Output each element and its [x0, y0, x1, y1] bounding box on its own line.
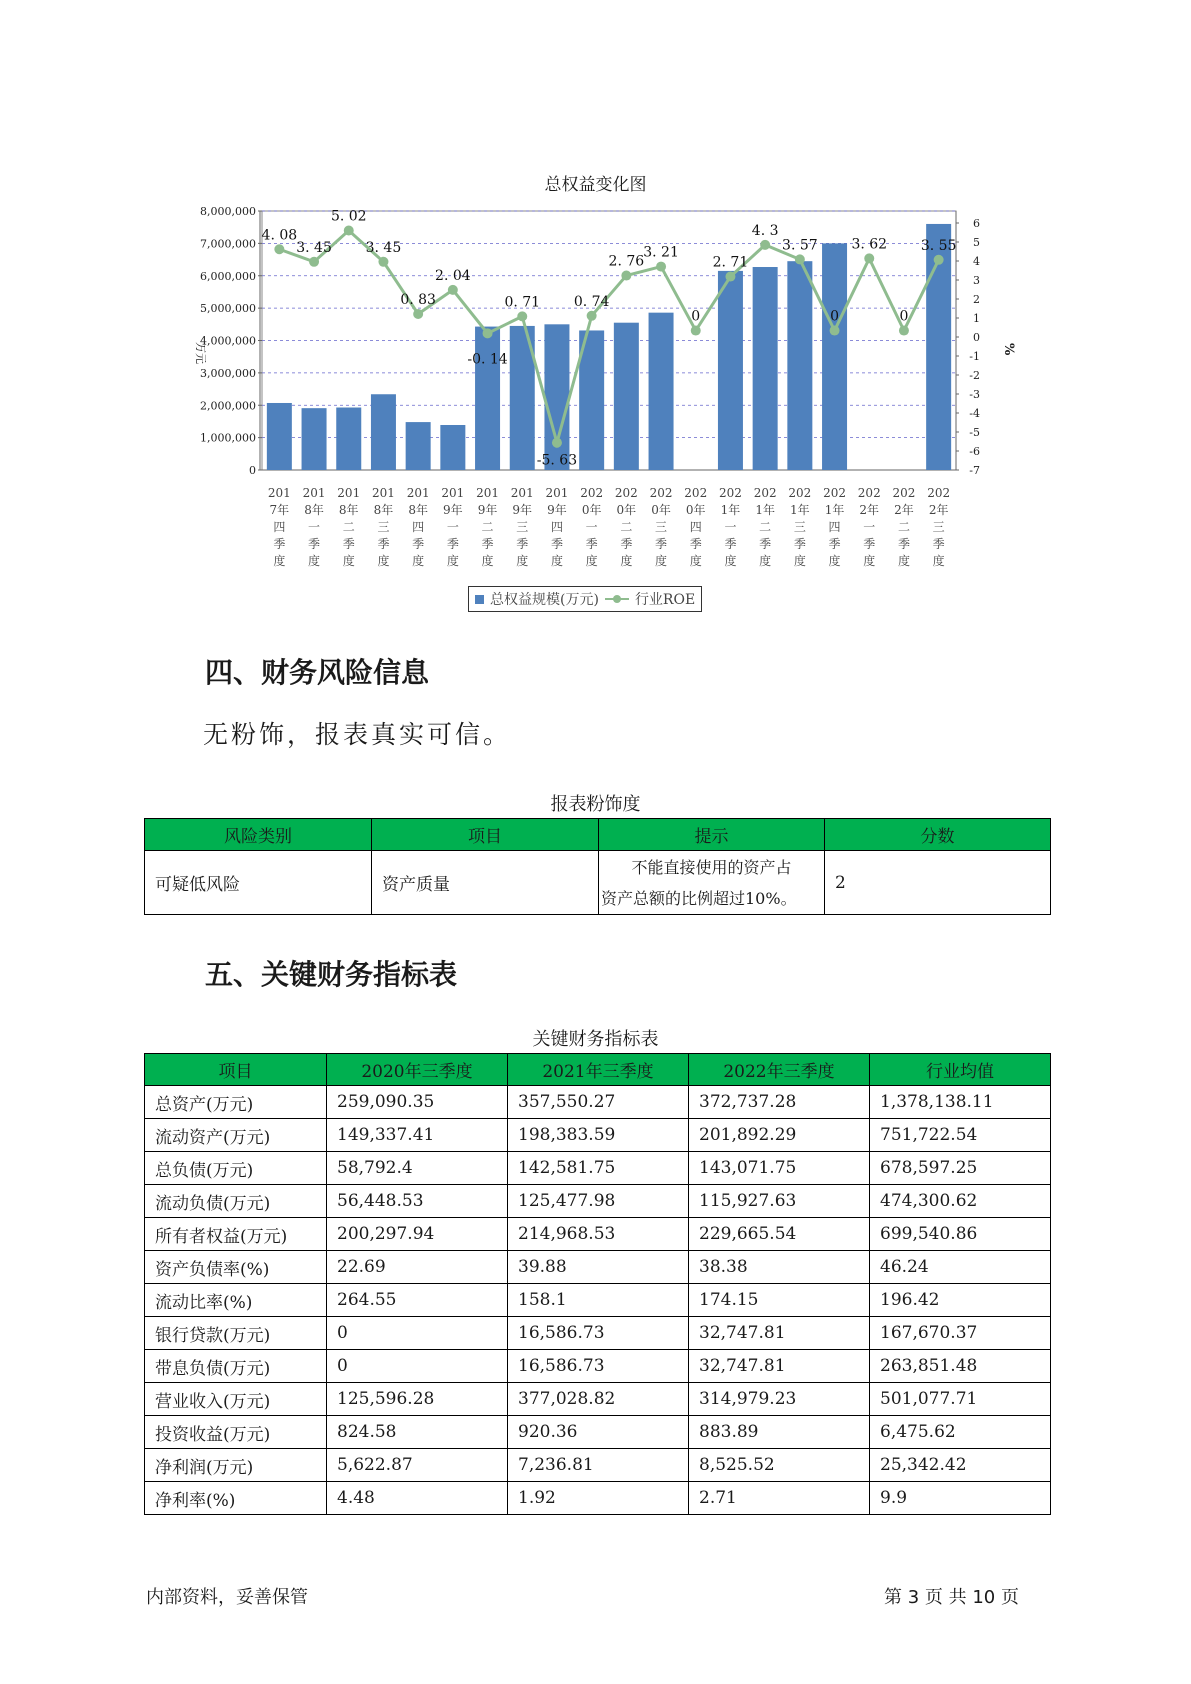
x-tick-label: 度 [585, 554, 598, 568]
x-tick-label: 度 [273, 554, 286, 568]
x-tick-label: 度 [828, 554, 841, 568]
risk-table-caption: 报表粉饰度 [550, 794, 641, 815]
left-tick-label: 7,000,000 [200, 237, 256, 251]
roe-point [517, 311, 527, 321]
x-tick-label: 1年 [824, 503, 845, 517]
roe-data-label: 5. 02 [330, 208, 367, 225]
kpi-cell: 25,342.42 [870, 1449, 1051, 1482]
left-tick-label: 2,000,000 [200, 399, 256, 413]
kpi-cell: 699,540.86 [870, 1218, 1051, 1251]
roe-point [378, 257, 388, 267]
kpi-cell: 198,383.59 [508, 1119, 689, 1152]
x-tick-label: 度 [932, 554, 945, 568]
roe-point [830, 326, 840, 336]
kpi-header-item: 项目 [145, 1054, 327, 1086]
kpi-cell: 0 [327, 1317, 508, 1350]
x-tick-label: 1年 [720, 503, 741, 517]
x-tick-label: 201 [545, 486, 569, 500]
risk-header-score: 分数 [825, 819, 1051, 851]
equity-bar [822, 243, 847, 470]
x-tick-label: 度 [863, 554, 876, 568]
x-tick-label: 7年 [269, 503, 290, 517]
right-axis-unit: % [1001, 343, 1016, 356]
kpi-cell: 16,586.73 [508, 1350, 689, 1383]
x-tick-label: 一 [724, 520, 737, 534]
x-tick-label: 季 [550, 537, 563, 551]
x-tick-label: 一 [446, 520, 459, 534]
roe-data-label: 3. 21 [643, 244, 679, 261]
kpi-cell: 46.24 [870, 1251, 1051, 1284]
footer-page-number: 第 3 页 共 10 页 [884, 1587, 1019, 1608]
x-tick-label: 季 [724, 537, 737, 551]
roe-data-label: 0. 83 [400, 292, 436, 309]
table-row [145, 1284, 1051, 1317]
table-row [145, 1185, 1051, 1218]
x-tick-label: 度 [897, 554, 910, 568]
chart-legend [468, 586, 702, 612]
x-tick-label: 季 [273, 537, 286, 551]
roe-data-label: 0 [899, 308, 909, 325]
x-tick-label: 季 [620, 537, 633, 551]
x-tick-label: 202 [857, 486, 881, 500]
legend-bar-swatch [475, 595, 484, 604]
kpi-header-industry-avg: 行业均值 [870, 1054, 1051, 1086]
x-tick-label: 季 [828, 537, 841, 551]
kpi-table-body [145, 1086, 1051, 1515]
kpi-cell: 9.9 [870, 1482, 1051, 1515]
x-tick-label: 202 [753, 486, 777, 500]
x-tick-label: 度 [412, 554, 425, 568]
kpi-cell: 56,448.53 [327, 1185, 508, 1218]
roe-point [725, 272, 735, 282]
roe-point [483, 328, 493, 338]
equity-bar [371, 394, 396, 470]
x-tick-label: 季 [516, 537, 529, 551]
kpi-cell: 474,300.62 [870, 1185, 1051, 1218]
x-tick-label: 0年 [685, 503, 706, 517]
x-tick-label: 二 [759, 520, 772, 534]
right-tick-label: 6 [973, 217, 980, 230]
roe-data-label: 4. 08 [261, 227, 298, 244]
kpi-cell: 58,792.4 [327, 1152, 508, 1185]
x-tick-label: 度 [446, 554, 459, 568]
right-tick-label: 1 [973, 312, 980, 325]
kpi-row-label: 总负债(万元) [145, 1152, 327, 1185]
kpi-cell: 167,670.37 [870, 1317, 1051, 1350]
risk-header-category: 风险类别 [145, 819, 372, 851]
roe-point [691, 326, 701, 336]
kpi-cell: 314,979.23 [689, 1383, 870, 1416]
x-tick-label: 202 [649, 486, 673, 500]
right-tick-label: 2 [973, 293, 980, 306]
x-tick-label: 0年 [616, 503, 637, 517]
x-tick-label: 201 [510, 486, 534, 500]
kpi-table-header [145, 1054, 1051, 1086]
left-tick-label: 8,000,000 [200, 205, 256, 218]
kpi-row-label: 资产负债率(%) [145, 1251, 327, 1284]
legend-line-label: 行业ROE [634, 592, 696, 608]
kpi-cell: 8,525.52 [689, 1449, 870, 1482]
kpi-header-2020q3: 2020年三季度 [327, 1054, 508, 1086]
x-tick-label: 季 [932, 537, 945, 551]
risk-tip-line2: 资产总额的比例超过10%。 [601, 888, 797, 908]
kpi-cell: 883.89 [689, 1416, 870, 1449]
kpi-cell: 149,337.41 [327, 1119, 508, 1152]
kpi-row-label: 所有者权益(万元) [145, 1218, 327, 1251]
equity-bar [336, 408, 361, 470]
x-tick-label: 202 [718, 486, 742, 500]
roe-data-label: 0 [830, 308, 840, 325]
kpi-cell: 201,892.29 [689, 1119, 870, 1152]
x-tick-label: 1年 [790, 503, 810, 517]
x-tick-label: 度 [793, 554, 806, 568]
kpi-cell: 32,747.81 [689, 1317, 870, 1350]
kpi-cell: 372,737.28 [689, 1086, 870, 1119]
kpi-cell: 1,378,138.11 [870, 1086, 1051, 1119]
table-row [145, 1251, 1051, 1284]
kpi-cell: 229,665.54 [689, 1218, 870, 1251]
kpi-cell: 200,297.94 [327, 1218, 508, 1251]
equity-bar [787, 261, 812, 470]
x-tick-label: 度 [724, 554, 737, 568]
table-row [145, 1482, 1051, 1515]
equity-chart [0, 0, 1191, 600]
equity-bar [406, 422, 431, 470]
footer-confidential: 内部资料，妥善保管 [146, 1587, 308, 1608]
x-tick-label: 度 [516, 554, 529, 568]
roe-data-label: 0 [691, 308, 701, 325]
x-tick-label: 202 [892, 486, 916, 500]
right-tick-label: 4 [973, 255, 980, 268]
risk-table-row [145, 851, 1051, 915]
kpi-cell: 6,475.62 [870, 1416, 1051, 1449]
x-tick-label: 8年 [338, 503, 359, 517]
equity-bar [614, 323, 639, 470]
x-tick-label: 季 [759, 537, 772, 551]
x-tick-label: 202 [614, 486, 638, 500]
x-tick-label: 三 [655, 520, 668, 534]
table-row [145, 1086, 1051, 1119]
kpi-row-label: 带息负债(万元) [145, 1350, 327, 1383]
right-tick-label: -4 [969, 407, 980, 420]
x-tick-label: 度 [689, 554, 702, 568]
x-tick-label: 三 [377, 520, 390, 534]
roe-point [309, 257, 319, 267]
x-tick-label: 三 [516, 520, 529, 534]
right-tick-label: -1 [969, 350, 980, 363]
kpi-cell: 1.92 [508, 1482, 689, 1515]
section4-text: 无粉饰，报表真实可信。 [203, 720, 512, 749]
kpi-cell: 2.71 [689, 1482, 870, 1515]
section4-heading: 四、财务风险信息 [205, 656, 430, 689]
equity-bar [718, 271, 743, 470]
roe-point [899, 326, 909, 336]
kpi-cell: 501,077.71 [870, 1383, 1051, 1416]
x-tick-label: 9年 [443, 503, 463, 517]
x-tick-label: 季 [585, 537, 598, 551]
equity-bar [440, 425, 465, 470]
roe-point [344, 226, 354, 236]
x-tick-label: 度 [308, 554, 321, 568]
x-tick-label: 度 [759, 554, 772, 568]
risk-tip-line1: 不能直接使用的资产占 [631, 857, 792, 877]
kpi-cell: 39.88 [508, 1251, 689, 1284]
kpi-cell: 214,968.53 [508, 1218, 689, 1251]
x-tick-label: 季 [446, 537, 459, 551]
x-tick-label: 二 [897, 520, 910, 534]
risk-category: 可疑低风险 [145, 851, 372, 915]
risk-score: 2 [825, 851, 1051, 915]
kpi-row-label: 投资收益(万元) [145, 1416, 327, 1449]
equity-bar [649, 313, 674, 470]
x-tick-label: 季 [793, 537, 806, 551]
kpi-cell: 158.1 [508, 1284, 689, 1317]
x-tick-label: 一 [863, 520, 876, 534]
x-tick-label: 8年 [408, 503, 428, 517]
roe-data-label: 2. 71 [712, 254, 749, 271]
roe-point [760, 240, 770, 250]
roe-data-label: 0. 74 [573, 293, 610, 310]
right-tick-label: 3 [973, 274, 980, 287]
kpi-header-2022q3: 2022年三季度 [689, 1054, 870, 1086]
x-tick-label: 度 [481, 554, 494, 568]
equity-bar [475, 327, 500, 470]
roe-point [864, 253, 874, 263]
equity-bar [753, 267, 778, 470]
x-tick-label: 三 [793, 520, 806, 534]
x-tick-label: 二 [481, 520, 494, 534]
x-tick-label: 季 [308, 537, 321, 551]
left-axis-unit: 万元 [194, 342, 207, 364]
kpi-cell: 196.42 [870, 1284, 1051, 1317]
x-tick-label: 201 [476, 486, 500, 500]
kpi-row-label: 净利润(万元) [145, 1449, 327, 1482]
x-tick-label: 度 [377, 554, 390, 568]
x-tick-label: 季 [377, 537, 390, 551]
roe-data-label: 3. 57 [782, 237, 818, 254]
x-tick-label: 2年 [894, 503, 914, 517]
left-tick-label: 3,000,000 [200, 366, 256, 380]
roe-data-label: 3. 55 [920, 237, 957, 254]
roe-point [934, 255, 944, 265]
kpi-cell: 174.15 [689, 1284, 870, 1317]
kpi-cell: 38.38 [689, 1251, 870, 1284]
kpi-cell: 259,090.35 [327, 1086, 508, 1119]
left-tick-label: 4,000,000 [200, 334, 256, 348]
x-tick-label: 0年 [651, 503, 671, 517]
x-tick-label: 四 [273, 520, 286, 534]
x-tick-label: 9年 [477, 503, 498, 517]
left-tick-label: 1,000,000 [200, 431, 256, 445]
right-tick-label: -2 [969, 369, 980, 382]
kpi-table-caption: 关键财务指标表 [532, 1029, 659, 1050]
x-tick-label: 202 [788, 486, 812, 500]
x-tick-label: 8年 [373, 503, 394, 517]
x-tick-label: 202 [823, 486, 847, 500]
legend-bars-label: 总权益规模(万元) [490, 592, 599, 608]
roe-data-label: 2. 76 [608, 253, 645, 270]
kpi-row-label: 净利率(%) [145, 1482, 327, 1515]
kpi-cell: 920.36 [508, 1416, 689, 1449]
risk-header-tip: 提示 [599, 819, 825, 851]
kpi-row-label: 流动负债(万元) [145, 1185, 327, 1218]
kpi-cell: 16,586.73 [508, 1317, 689, 1350]
x-tick-label: 度 [550, 554, 563, 568]
x-tick-label: 0年 [581, 503, 602, 517]
x-tick-label: 一 [585, 520, 598, 534]
section5-heading: 五、关键财务指标表 [205, 958, 458, 991]
kpi-cell: 125,477.98 [508, 1185, 689, 1218]
x-tick-label: 季 [897, 537, 910, 551]
chart-title: 总权益变化图 [544, 175, 647, 195]
roe-point [552, 438, 562, 448]
risk-table [144, 818, 1051, 915]
roe-point [587, 311, 597, 321]
kpi-cell: 5,622.87 [327, 1449, 508, 1482]
right-tick-label: 0 [973, 331, 980, 344]
x-tick-label: 四 [412, 520, 425, 534]
kpi-cell: 115,927.63 [689, 1185, 870, 1218]
kpi-cell: 264.55 [327, 1284, 508, 1317]
left-tick-label: 5,000,000 [200, 302, 256, 316]
kpi-cell: 263,851.48 [870, 1350, 1051, 1383]
roe-point [413, 309, 423, 319]
x-tick-label: 2年 [928, 503, 949, 517]
table-row [145, 1152, 1051, 1185]
risk-table-header [145, 819, 1051, 851]
roe-data-label: 3. 45 [296, 239, 332, 256]
x-tick-label: 9年 [547, 503, 567, 517]
kpi-cell: 4.48 [327, 1482, 508, 1515]
left-tick-label: 0 [249, 464, 256, 477]
x-tick-label: 季 [863, 537, 876, 551]
right-tick-label: -5 [969, 426, 980, 439]
x-tick-label: 2年 [859, 503, 880, 517]
left-tick-label: 6,000,000 [200, 269, 256, 283]
kpi-header-2021q3: 2021年三季度 [508, 1054, 689, 1086]
x-tick-label: 201 [302, 486, 326, 500]
equity-bar [302, 408, 327, 470]
risk-header-item: 项目 [372, 819, 599, 851]
x-tick-label: 201 [406, 486, 430, 500]
roe-data-label: -5. 63 [536, 452, 578, 469]
kpi-cell: 142,581.75 [508, 1152, 689, 1185]
roe-data-label: 3. 62 [851, 236, 888, 253]
right-tick-label: 5 [973, 236, 980, 249]
x-tick-label: 二 [342, 520, 355, 534]
x-tick-label: 度 [342, 554, 355, 568]
x-tick-label: 202 [580, 486, 604, 500]
x-tick-label: 一 [308, 520, 321, 534]
kpi-row-label: 营业收入(万元) [145, 1383, 327, 1416]
x-tick-label: 202 [684, 486, 708, 500]
table-row [145, 1218, 1051, 1251]
x-tick-label: 二 [620, 520, 633, 534]
table-row [145, 1119, 1051, 1152]
roe-data-label: 3. 45 [365, 239, 402, 256]
roe-point [621, 271, 631, 281]
roe-point [448, 285, 458, 295]
kpi-row-label: 总资产(万元) [145, 1086, 327, 1119]
kpi-cell: 0 [327, 1350, 508, 1383]
kpi-cell: 357,550.27 [508, 1086, 689, 1119]
table-row [145, 1350, 1051, 1383]
x-tick-label: 201 [441, 486, 465, 500]
right-tick-label: -3 [969, 388, 980, 401]
table-row [145, 1449, 1051, 1482]
equity-bar [267, 403, 292, 470]
right-tick-label: -7 [969, 464, 980, 477]
x-tick-label: 201 [337, 486, 361, 500]
kpi-row-label: 银行贷款(万元) [145, 1317, 327, 1350]
kpi-row-label: 流动资产(万元) [145, 1119, 327, 1152]
roe-data-label: -0. 14 [467, 351, 508, 368]
x-tick-label: 三 [932, 520, 945, 534]
roe-point [795, 254, 805, 264]
x-tick-label: 201 [371, 486, 395, 500]
x-tick-label: 9年 [512, 503, 533, 517]
kpi-cell: 22.69 [327, 1251, 508, 1284]
x-tick-label: 202 [927, 486, 951, 500]
table-row [145, 1416, 1051, 1449]
x-tick-label: 1年 [755, 503, 775, 517]
roe-data-label: 2. 04 [435, 267, 471, 284]
legend-line-swatch [605, 594, 629, 604]
x-tick-label: 四 [550, 520, 563, 534]
kpi-row-label: 流动比率(%) [145, 1284, 327, 1317]
risk-tip [599, 851, 825, 915]
roe-point [274, 244, 284, 254]
right-tick-label: -6 [969, 445, 980, 458]
x-tick-label: 四 [828, 520, 841, 534]
x-tick-label: 201 [267, 486, 291, 500]
kpi-cell: 32,747.81 [689, 1350, 870, 1383]
kpi-cell: 824.58 [327, 1416, 508, 1449]
x-tick-label: 度 [620, 554, 633, 568]
table-row [145, 1383, 1051, 1416]
x-tick-label: 季 [412, 537, 425, 551]
roe-data-label: 4. 3 [751, 222, 779, 239]
x-tick-label: 季 [655, 537, 668, 551]
roe-data-label: 0. 71 [504, 294, 541, 311]
x-tick-label: 8年 [304, 503, 324, 517]
kpi-cell: 7,236.81 [508, 1449, 689, 1482]
roe-point [656, 262, 666, 272]
x-tick-label: 季 [342, 537, 355, 551]
x-tick-label: 季 [481, 537, 494, 551]
kpi-cell: 125,596.28 [327, 1383, 508, 1416]
x-tick-label: 度 [655, 554, 668, 568]
kpi-table [144, 1053, 1051, 1515]
kpi-cell: 751,722.54 [870, 1119, 1051, 1152]
table-row [145, 1317, 1051, 1350]
x-tick-label: 四 [689, 520, 702, 534]
kpi-cell: 678,597.25 [870, 1152, 1051, 1185]
kpi-cell: 143,071.75 [689, 1152, 870, 1185]
risk-item: 资产质量 [372, 851, 599, 915]
x-tick-label: 季 [689, 537, 702, 551]
kpi-cell: 377,028.82 [508, 1383, 689, 1416]
